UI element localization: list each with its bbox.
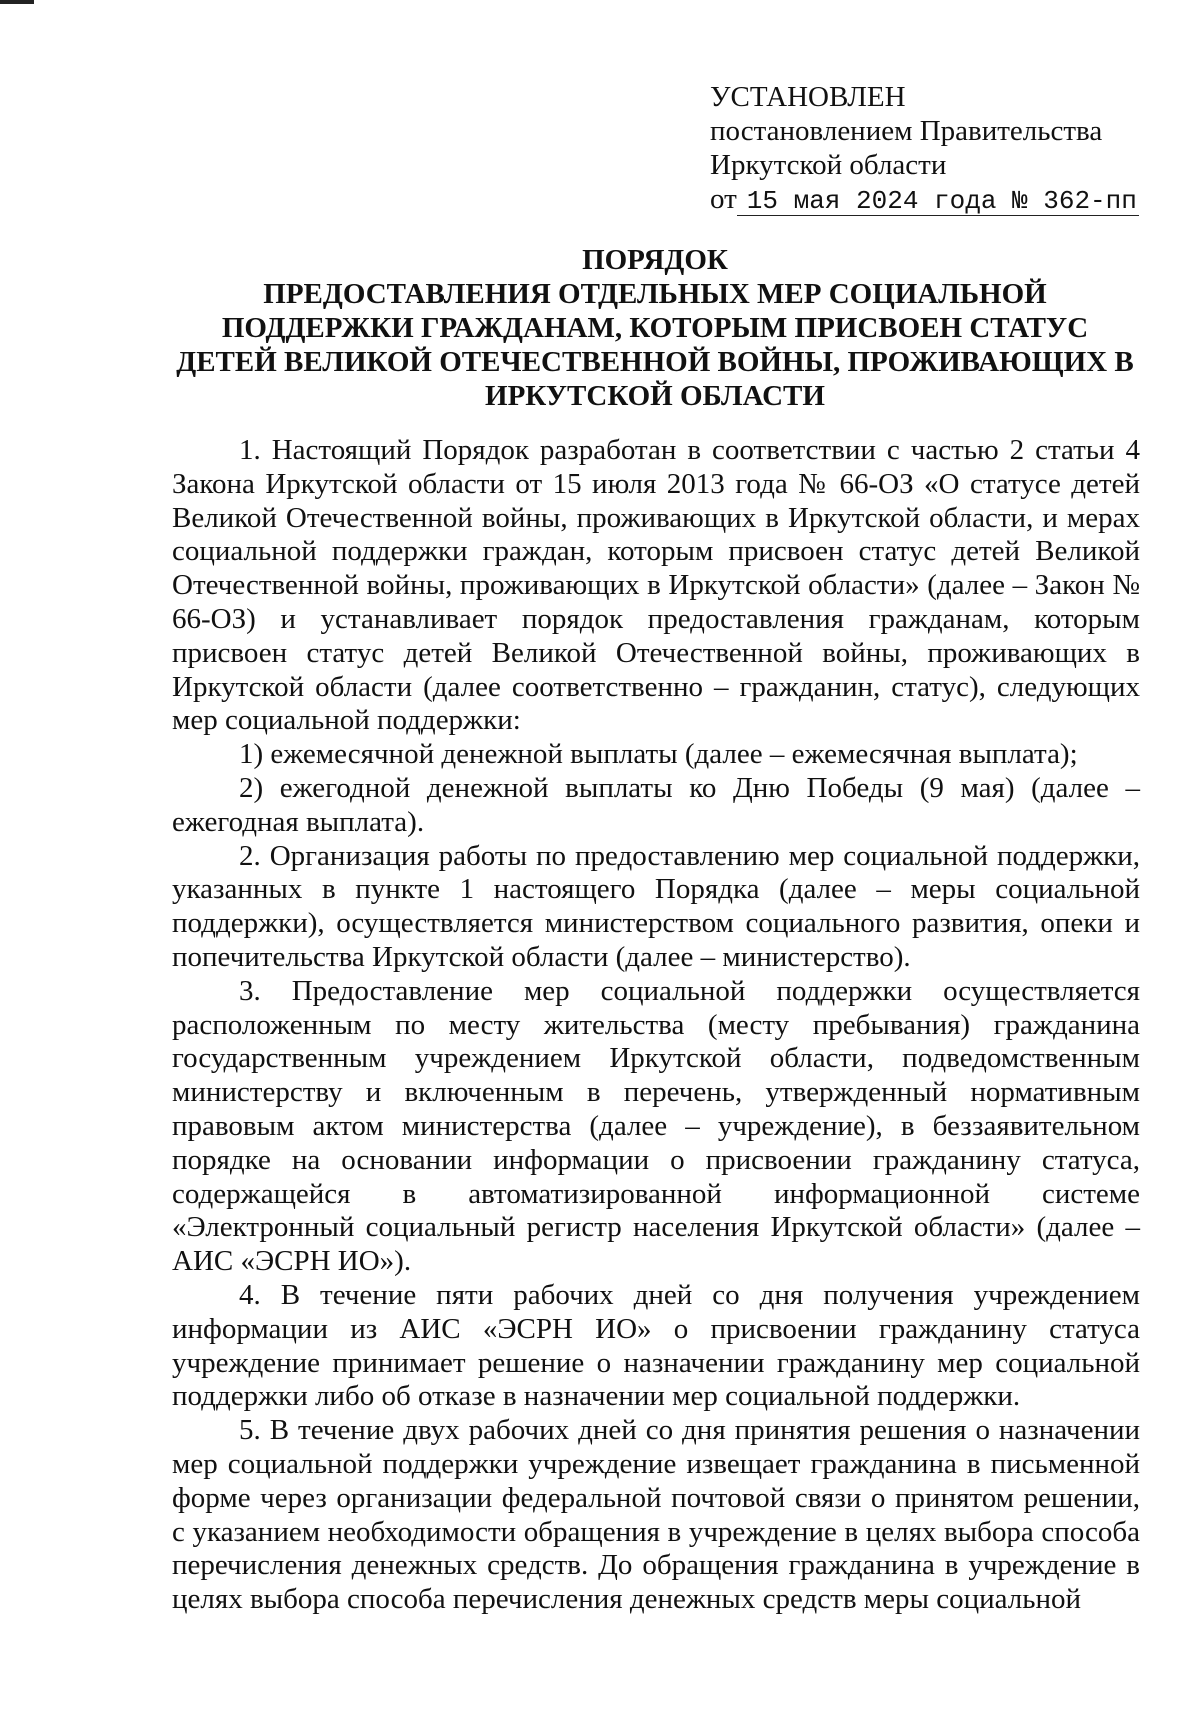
approval-date-prefix: от — [710, 183, 737, 215]
document-title — [170, 243, 1140, 413]
paragraph-3: 3. Предоставление мер социальной поддержки осуществляется расположенным по месту жительства (месту пребывания) гражданина государственным учреждением Иркутской области, подведомственным министерству и включенным в перечень, утвержденный нормативным правовым актом министерства (далее – учреждение), в беззаявительном порядке на основании информации о присвоении гражданину статуса, содержащейся в автоматизированной информационной системе «Электронный социальный регистр населения Иркутской области» (далее – АИС «ЭСРН ИО»). — [172, 974, 1140, 1278]
approval-stamp — [710, 80, 1139, 216]
paragraph-1-item-1: 1) ежемесячной денежной выплаты (далее – ежемесячная выплата); — [239, 738, 1078, 771]
approval-region: Иркутской области — [710, 149, 947, 181]
paragraph-4: 4. В течение пяти рабочих дней со дня получения учреждением информации из АИС «ЭСРН ИО» о присвоении гражданину статуса учреждение принимает решение о назначении гражданину мер социальной поддержки либо об отказе в назначении мер социальной поддержки. — [172, 1278, 1140, 1413]
paragraph-1-item-2: 2) ежегодной денежной выплаты ко Дню Победы (9 мая) (далее – ежегодная выплата). — [172, 771, 1140, 838]
title-subject: ПРЕДОСТАВЛЕНИЯ ОТДЕЛЬНЫХ МЕР СОЦИАЛЬНОЙ ПОДДЕРЖКИ ГРАЖДАНАМ, КОТОРЫМ ПРИСВОЕН СТАТУС ДЕТЕЙ ВЕЛИКОЙ ОТЕЧЕСТВЕННОЙ ВОЙНЫ, ПРОЖИВАЮЩИХ В ИРКУТСКОЙ ОБЛАСТИ — [176, 278, 1134, 412]
paragraph-5: 5. В течение двух рабочих дней со дня принятия решения о назначении мер социальной поддержки учреждение извещает гражданина в письменной форме через организации федеральной почтовой связи о принятом решении, с указанием необходимости обращения в учреждение в целях выбора способа перечисления денежных средств. До обращения гражданина в учреждение в целях выбора способа перечисления денежных средств меры социальной — [172, 1414, 1140, 1616]
paragraph-2: 2. Организация работы по предоставлению мер социальной поддержки, указанных в пункте 1 настоящего Порядка (далее – меры социальной поддержки), осуществляется министерством социального развития, опеки и попечительства Иркутской области (далее – министерство). — [172, 839, 1140, 973]
scan-edge-mark — [0, 0, 34, 4]
title-heading: ПОРЯДОК — [582, 244, 728, 276]
paragraph-1: 1. Настоящий Порядок разработан в соответствии с частью 2 статьи 4 Закона Иркутской области от 15 июля 2013 года № 66-ОЗ «О статусе детей Великой Отечественной войны, проживающих в Иркутской области, и мерах социальной поддержки граждан, которым присвоен статус детей Великой Отечественной войны, проживающих в Иркутской области» (далее – Закон № 66-ОЗ) и устанавливает порядок предоставления гражданам, которым присвоен статус детей Великой Отечественной войны, проживающих в Иркутской области (далее соответственно – гражданин, статус), следующих мер социальной поддержки: — [172, 434, 1140, 737]
approval-issuer: постановлением Правительства — [710, 115, 1103, 147]
approval-heading: УСТАНОВЛЕН — [710, 81, 906, 113]
document-body — [172, 434, 1140, 1617]
approval-date-value: 15 мая 2024 года № 362-пп — [737, 187, 1139, 216]
approval-date-line — [710, 182, 1139, 216]
